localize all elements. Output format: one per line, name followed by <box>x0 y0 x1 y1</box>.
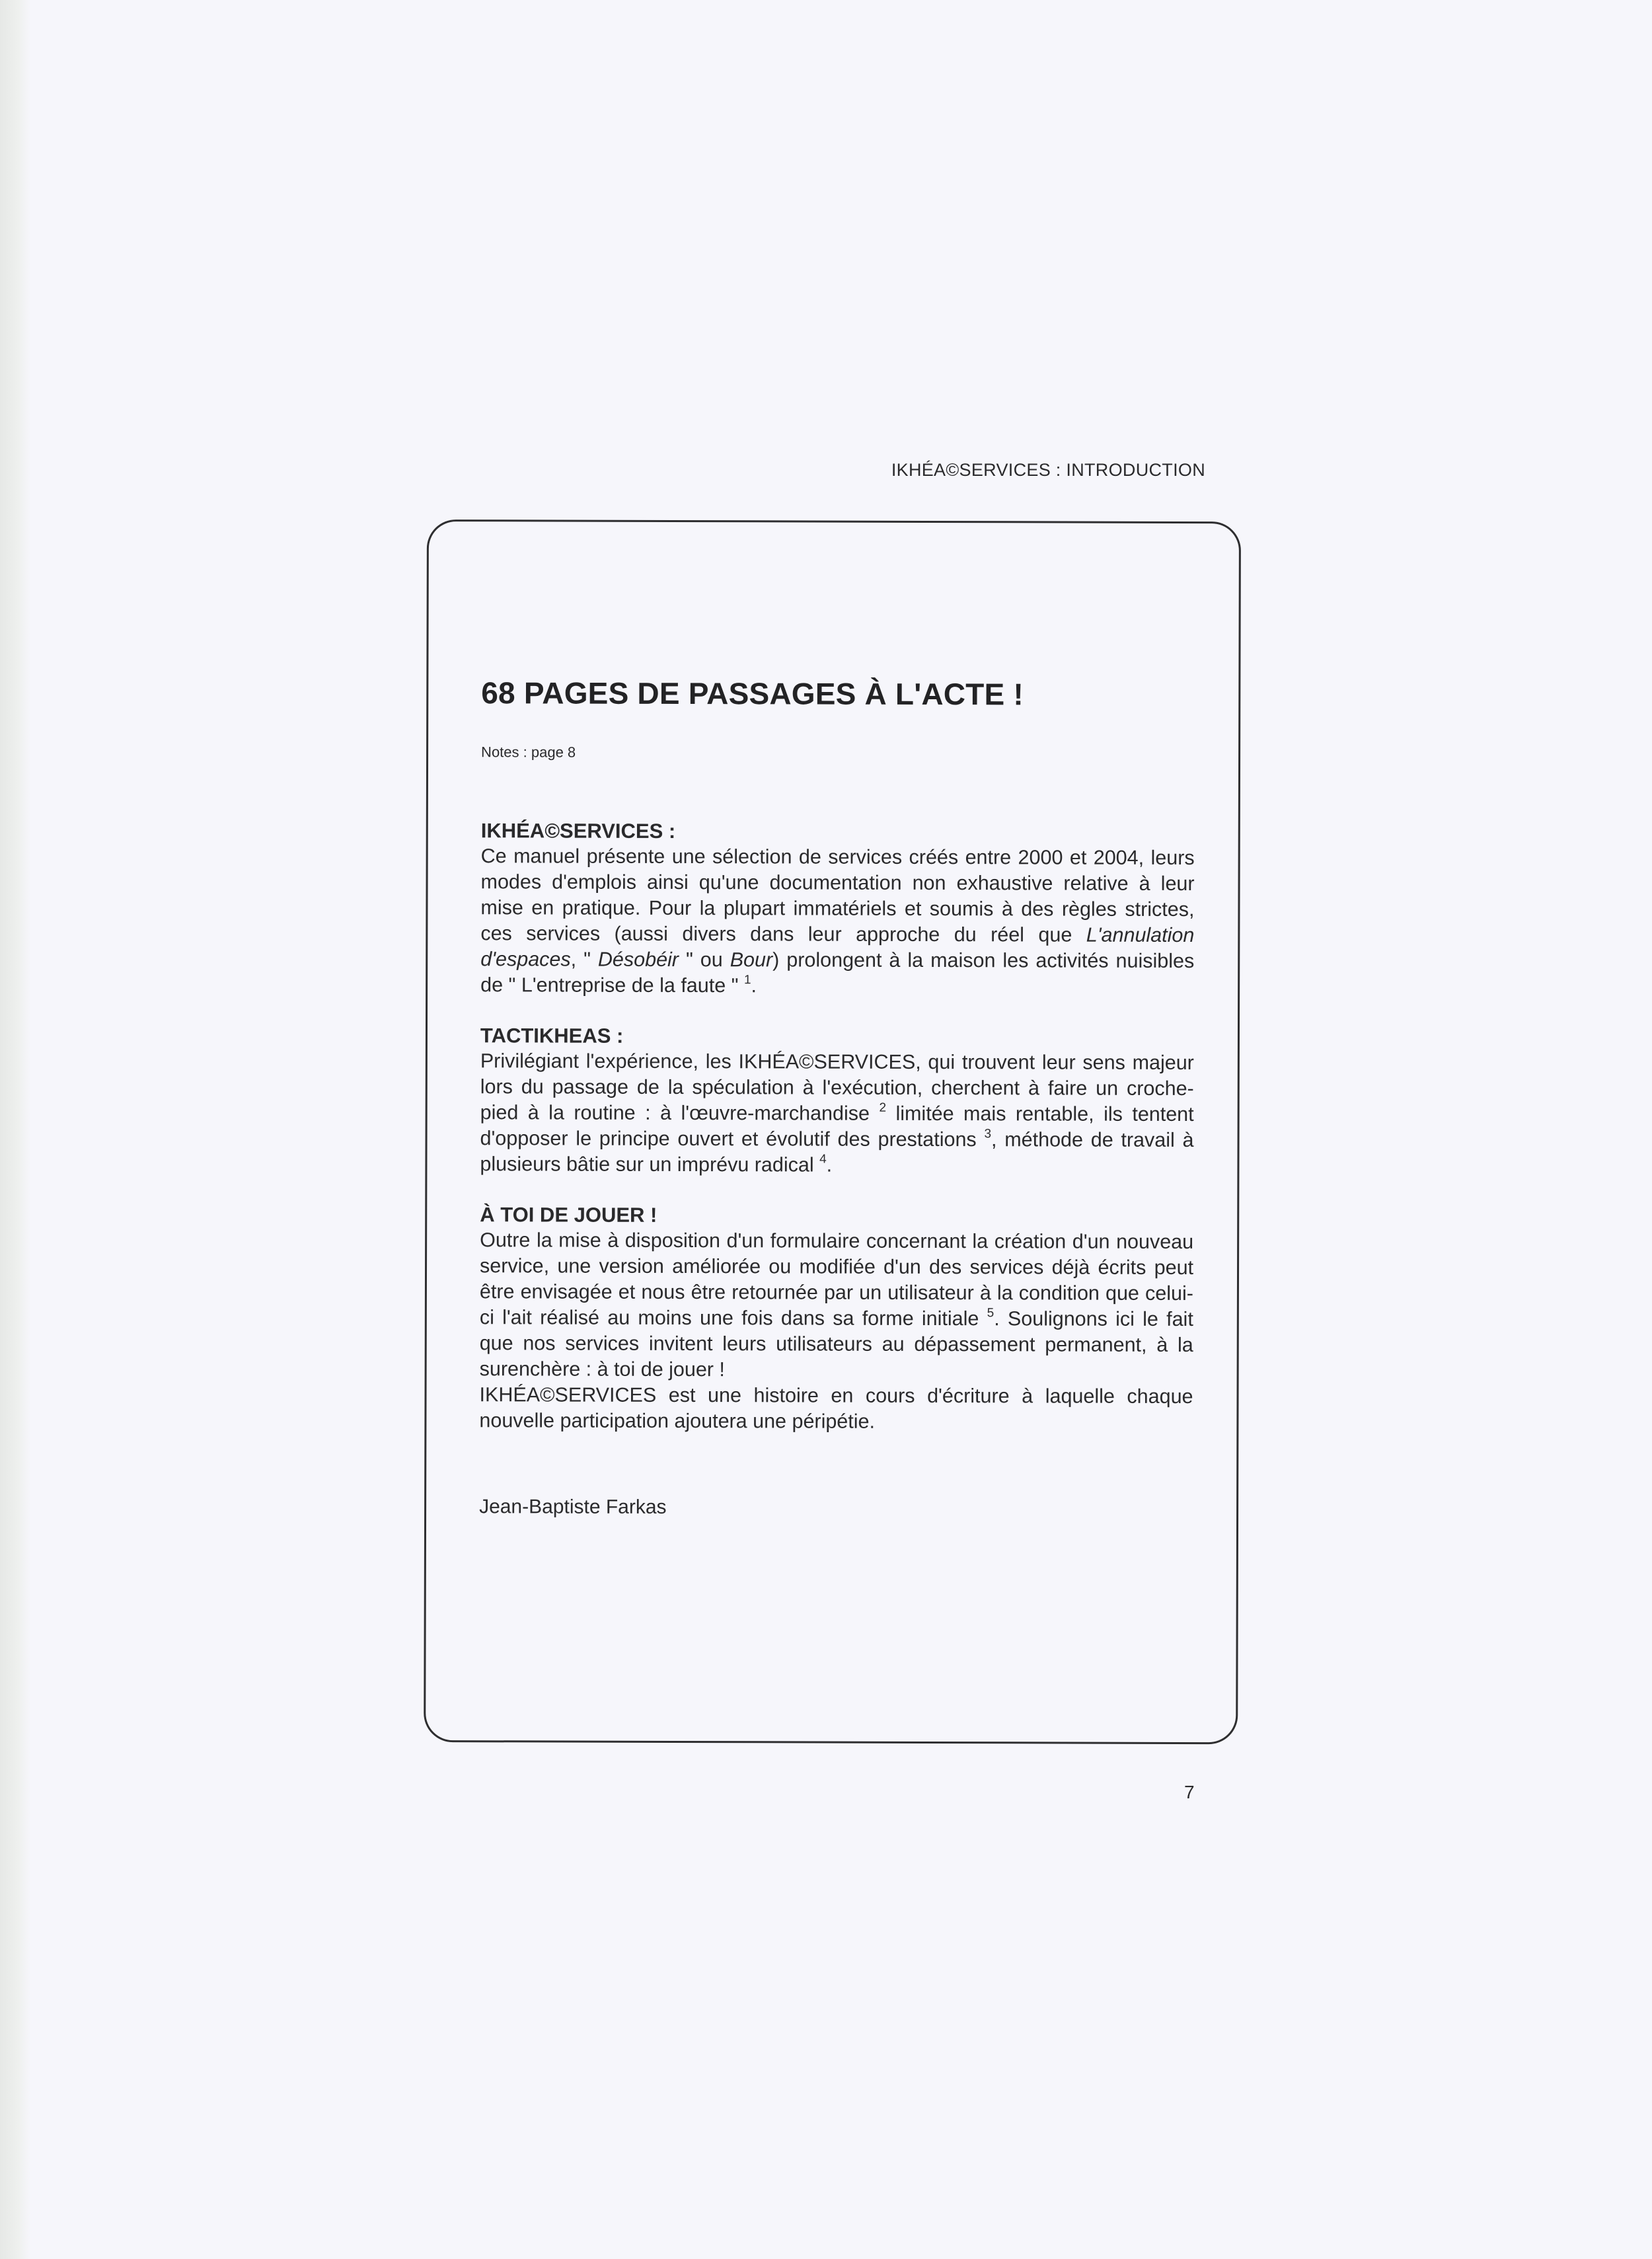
text-run: , " <box>570 948 598 971</box>
text-run: Ce manuel présente une sélection de services créés entre 2000 et 2004, leurs modes d'emplois ainsi qu'une documentation non exhaustive relative à leur mise en pratique. Pour la plupart immatériels et soumis à des règles strictes, ces services (aussi divers dans leur approche du réel que <box>480 845 1195 946</box>
text-run: . Soulignons ici le fait que nos services invitent leurs utilisateurs au dépassement permanent, à la surenchère : à toi de jouer ! <box>479 1307 1193 1381</box>
footnote-marker: 2 <box>879 1100 887 1115</box>
text-run: Outre la mise à disposition d'un formulaire concernant la création d'un nouveau service, une version améliorée ou modifiée d'un des services déjà écrits peut être envisagée et nous être retournée par un utilisateur à la condition que celui-ci l'ait réalisé au moins une fois dans sa forme initiale <box>479 1229 1194 1330</box>
text-run: . <box>751 974 757 997</box>
service-title: Désobéir <box>597 948 679 971</box>
footnote-marker: 1 <box>743 973 751 987</box>
notes-reference: Notes : page 8 <box>481 744 576 761</box>
frame-content <box>479 675 1195 1520</box>
footnote-marker: 3 <box>984 1127 992 1141</box>
content-frame <box>424 519 1241 1744</box>
text-run: ) prolongent à la maison les activités nuisibles de " L'entreprise de la faute " <box>480 948 1195 997</box>
page-number: 7 <box>1184 1782 1195 1802</box>
section-tactikheas <box>480 1022 1194 1179</box>
section-paragraph <box>480 1048 1194 1179</box>
section-heading: IKHÉA©SERVICES : <box>480 819 676 843</box>
footnote-marker: 4 <box>819 1152 827 1167</box>
page-title: 68 PAGES DE PASSAGES À L'ACTE ! <box>481 675 1024 712</box>
footnote-marker: 5 <box>987 1306 995 1321</box>
section-a-toi-de-jouer <box>479 1202 1193 1436</box>
section-paragraph <box>480 843 1195 1000</box>
running-header: IKHÉA©SERVICES : INTRODUCTION <box>891 460 1205 480</box>
service-title: Bour <box>730 948 773 972</box>
text-run: " ou <box>678 948 730 972</box>
text-run: limitée mais rentable, ils tentent d'opposer le principe ouvert et évolutif des prestations <box>480 1102 1194 1151</box>
section-heading: TACTIKHEAS : <box>480 1024 624 1048</box>
scan-edge <box>0 0 30 2259</box>
section-ikhea-services <box>480 818 1195 1000</box>
author-signature: Jean-Baptiste Farkas <box>479 1496 667 1518</box>
text-run: Privilégiant l'expérience, les IKHÉA©SERVICES, qui trouvent leur sens majeur lors du passage de la spéculation à l'exécution, cherchent à faire un croche-pied à la routine : à l'œuvre-marchandise <box>480 1050 1194 1125</box>
section-paragraph: IKHÉA©SERVICES est une histoire en cours d'écriture à laquelle chaque nouvelle participation ajoutera une péripétie. <box>479 1383 1193 1433</box>
section-heading: À TOI DE JOUER ! <box>480 1203 657 1227</box>
service-title: L'annulation d'espaces <box>480 923 1195 971</box>
section-paragraph <box>480 1227 1194 1384</box>
text-run: , méthode de travail à plusieurs bâtie sur un imprévu radical <box>480 1128 1194 1176</box>
text-run: . <box>826 1153 833 1176</box>
